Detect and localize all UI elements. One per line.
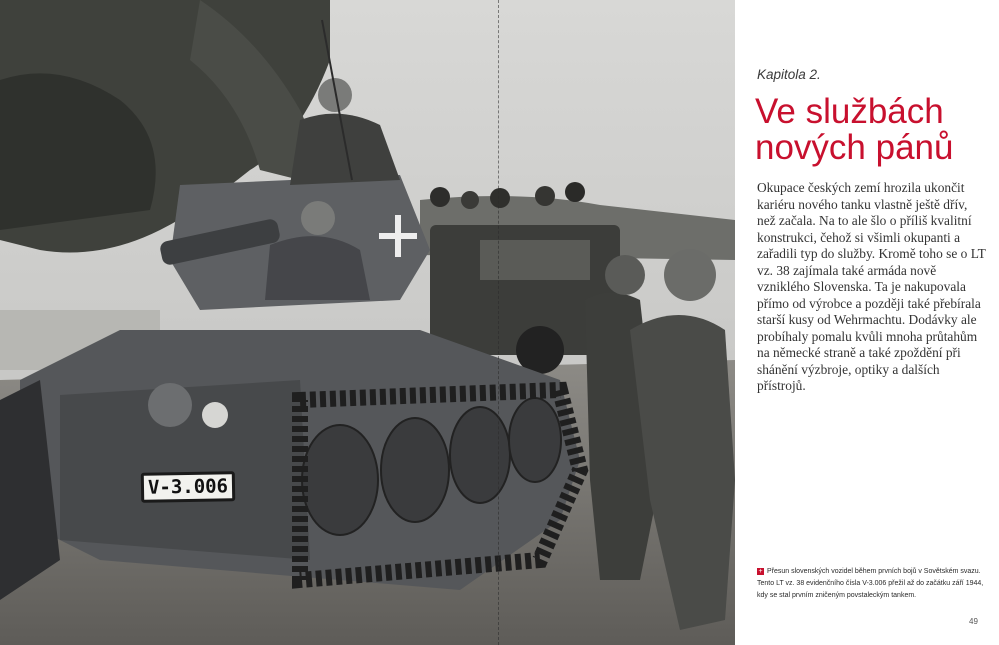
chapter-label: Kapitola 2. — [757, 67, 821, 82]
caption-line1-text: Přesun slovenských vozidel během prvních bojů v Sovětském svazu. — [767, 568, 981, 575]
caption-marker-icon: + — [758, 567, 763, 575]
page-number: 49 — [969, 617, 978, 626]
page-gutter — [498, 0, 499, 645]
body-paragraph: Okupace českých zemí hrozila ukončit kariéru nového tanku vlastně ještě dřív, než začala. Na to ale šlo o příliš kvalitní konstrukci, čehož si všimli okupanti a zařadili typ do služby. Kromě toho se o LT vz. 38 zajímala také armáda nově vzniklého Slovenska. Ta je nakupovala přímo od výrobce a později také přebírala starší kusy od Wehrmachtu. Dodávky ale probíhaly pomalu kvůli mnoha průtahům na německé straně a také zpoždění při shánění výzbroje, optiky a dalších přístrojů. — [757, 180, 986, 393]
photo-caption — [757, 566, 989, 602]
chapter-title-line1: Ve službách — [755, 92, 944, 131]
caption-line3: kdy se stal prvním zničeným povstaleckým tankem. — [757, 592, 917, 599]
text-column — [757, 0, 987, 645]
chapter-title — [755, 94, 990, 166]
caption-line2: Tento LT vz. 38 evidenčního čísla V-3.006 přežil až do začátku září 1944, — [757, 580, 984, 587]
chapter-title-line2: nových pánů — [755, 128, 954, 167]
caption-line1 — [757, 566, 989, 578]
license-plate: V-3.006 — [141, 471, 236, 503]
